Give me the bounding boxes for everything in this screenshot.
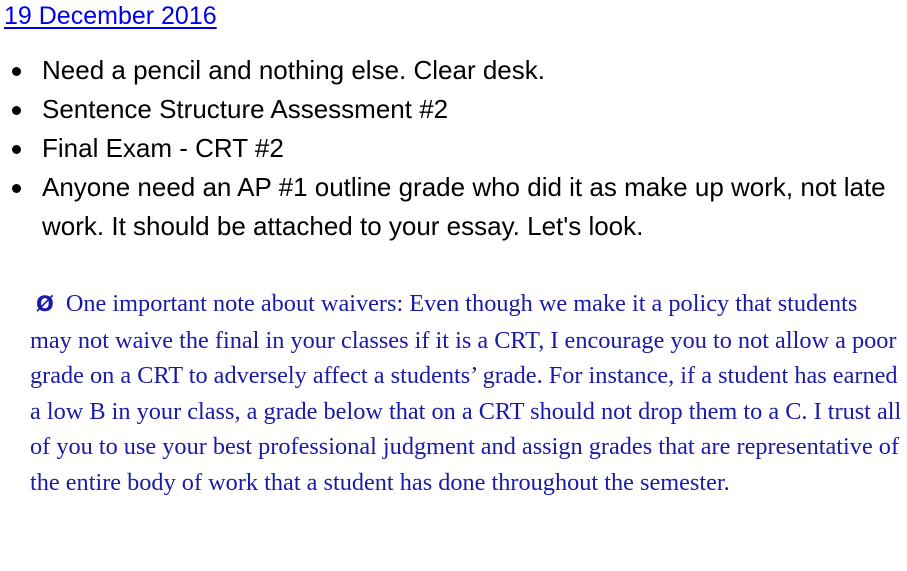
bullet-icon: [12, 106, 21, 115]
list-item-text: Need a pencil and nothing else. Clear desk.: [42, 55, 545, 85]
bullet-icon: [12, 145, 21, 154]
date-heading-link[interactable]: 19 December 2016: [4, 2, 217, 30]
waiver-note: [30, 286, 905, 500]
list-item-text: Anyone need an AP #1 outline grade who did it as make up work, not late work. It should be attached to your essay. Let's look.: [42, 172, 886, 241]
bullet-icon: [12, 67, 21, 76]
bullet-icon: [12, 184, 21, 193]
note-marker-icon: Ø: [36, 292, 54, 316]
list-item: [0, 90, 907, 129]
list-item: [0, 51, 907, 90]
list-item: [0, 168, 907, 246]
list-item-text: Sentence Structure Assessment #2: [42, 94, 449, 124]
agenda-list: [0, 51, 907, 246]
list-item: [0, 129, 907, 168]
note-text: One important note about waivers: Even though we make it a policy that students may not waive the final in your classes if it is a CRT, I encourage you to not allow a poor grade on a CRT to adversely affect a students’ grade. For instance, if a student has earned a low B in your class, a grade below that on a CRT should not drop them to a C. I trust all of you to use your best professional judgment and assign grades that are representative of the entire body of work that a student has done throughout the semester.: [30, 290, 902, 496]
list-item-text: Final Exam - CRT #2: [42, 133, 284, 163]
